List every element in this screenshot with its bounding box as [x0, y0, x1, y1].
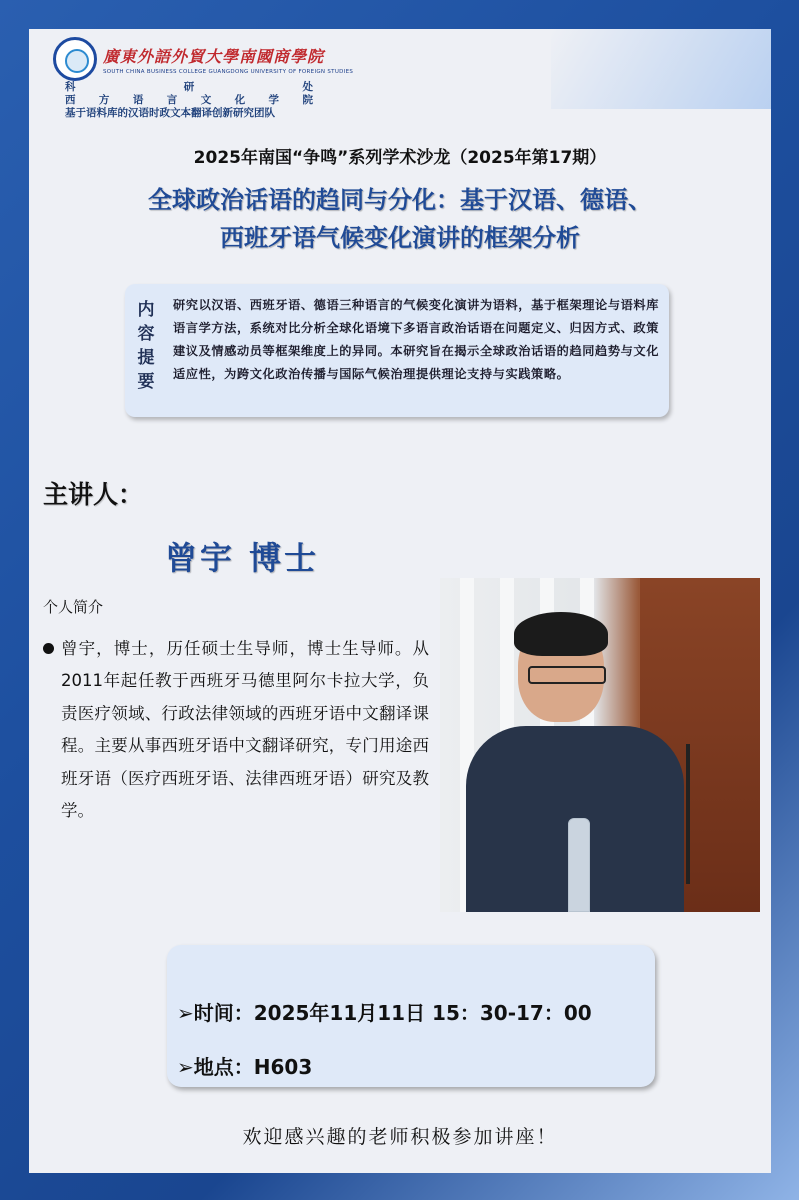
- corner-glow: [551, 29, 771, 109]
- welcome-message: 欢迎感兴趣的老师积极参加讲座！: [242, 1126, 558, 1148]
- abstract-label: 内容提要: [137, 300, 155, 392]
- poster: [29, 29, 771, 1173]
- speaker-photo: [440, 578, 760, 912]
- talk-title-line1: 全球政治话语的趋同与分化：基于汉语、德语、: [148, 186, 652, 214]
- bullet-icon: [43, 643, 54, 654]
- microphone-icon: [686, 744, 690, 884]
- university-logo: [53, 37, 353, 81]
- water-bottle: [568, 818, 590, 912]
- organizer-research-office: 科 研 处: [65, 81, 313, 93]
- event-place: ➢地点：H603: [177, 1055, 313, 1079]
- event-info-box: [167, 945, 655, 1087]
- bio-heading: 个人简介: [43, 598, 104, 616]
- logo-english-name: SOUTH CHINA BUSINESS COLLEGE GUANGDONG UNIVERSITY OF FOREIGN STUDIES: [103, 68, 354, 75]
- abstract-text: 研究以汉语、西班牙语、德语三种语言的气候变化演讲为语料，基于框架理论与语料库语言学方法，系统对比分析全球化语境下多语言政治话语在问题定义、归因方式、政策建议及情感动员等框架维度上的异同。本研究旨在揭示全球政治话语的趋同趋势与文化适应性，为跨文化政治传播与国际气候治理提供理论支持与实践策略。: [173, 298, 659, 381]
- logo-chinese-name: 廣東外語外貿大學南國商學院: [103, 46, 325, 66]
- organizer-research-team: 基于语料库的汉语时政文本翻译创新研究团队: [65, 107, 275, 119]
- organizer-western-languages: 西 方 语 言 文 化 学 院: [65, 94, 313, 106]
- organizers: [65, 81, 315, 120]
- talk-title: [29, 181, 771, 257]
- event-time: ➢时间：2025年11月11日 15：30-17：00: [177, 1001, 592, 1025]
- speaker-name: 曾宇 博士: [165, 539, 320, 577]
- series-title: 2025年南国“争鸣”系列学术沙龙（2025年第17期）: [193, 148, 607, 168]
- abstract-box: [125, 284, 669, 417]
- talk-title-line2: 西班牙语气候变化演讲的框架分析: [220, 224, 580, 252]
- university-seal-icon: [53, 37, 97, 81]
- speaker-label: 主讲人：: [43, 480, 144, 509]
- bio-text: 曾宇，博士，历任硕士生导师，博士生导师。从2011年起任教于西班牙马德里阿尔卡拉大学，负责医疗领域、行政法律领域的西班牙语中文翻译课程。主要从事西班牙语中文翻译研究，专门用途西班牙语（医疗西班牙语、法律西班牙语）研究及教学。: [61, 639, 429, 821]
